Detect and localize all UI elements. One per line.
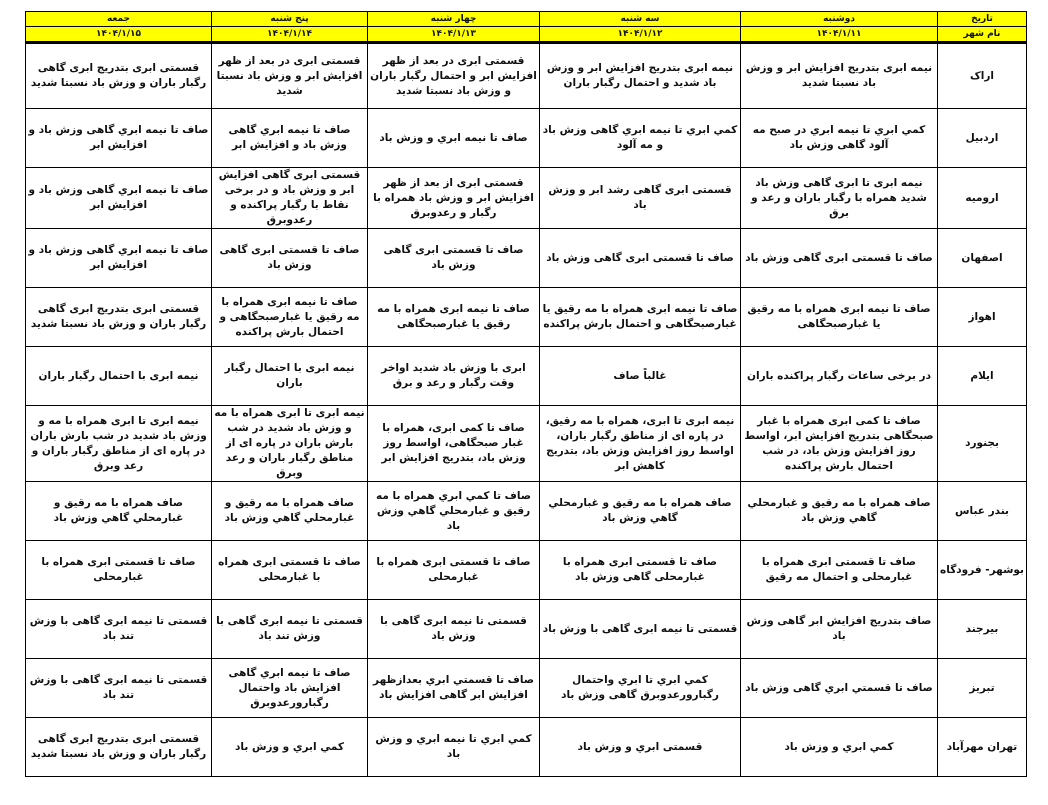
header-row-days [26,12,1027,27]
forecast-cell: صاف تا كمي ابري همراه با مه رقيق و غبارمحلي گاهي وزش باد [368,482,540,541]
forecast-cell: صاف تا قسمتی ابری گاهی وزش باد [212,229,368,288]
forecast-cell: صاف تا قسمتی ابری همراه با غبارمحلی [368,541,540,600]
forecast-cell: قسمتی ابری بتدریج ابری گاهی رگبار باران و وزش باد نسبتا شدید [26,718,212,777]
table-row [26,168,1027,229]
table-row [26,659,1027,718]
day-name: پنج شنبه [212,12,368,27]
forecast-cell: صاف تا نيمه ابري گاهی افزايش باد واحتمال رگبارورعدوبرق [212,659,368,718]
forecast-cell: قسمتی ابری گاهی رشد ابر و وزش باد [540,168,741,229]
forecast-cell: صاف تا قسمتی ابری همراه با غبارمحلی و احتمال مه رقیق [741,541,938,600]
city-name: تبریز [938,659,1027,718]
table-row [26,406,1027,482]
forecast-cell: صاف تا قسمتی ابری همراه با غبارمحلی [212,541,368,600]
table-row [26,482,1027,541]
city-name: اردبیل [938,109,1027,168]
forecast-cell: غالباً صاف [540,347,741,406]
table-row [26,109,1027,168]
city-name: تهران مهرآباد [938,718,1027,777]
forecast-cell: قسمتی تا نیمه ابری گاهی با وزش تند باد [26,659,212,718]
city-name: اصفهان [938,229,1027,288]
forecast-cell: قسمتی تا نیمه ابری گاهی با وزش تند باد [26,600,212,659]
day-date: ۱۴۰۴/۱/۱۴ [212,27,368,43]
table-row [26,541,1027,600]
forecast-cell: صاف همراه با مه رقيق و غبارمحلي گاهي وزش باد [540,482,741,541]
forecast-cell: صاف تا قسمتي ابري بعدازظهر افزايش ابر گاهی افزايش باد [368,659,540,718]
forecast-cell: صاف تا کمی ابری همراه با غبار صبحگاهی بتدریج افزایش ابر، اواسط روز افزایش وزش باد، در شب احتمال بارش پراکنده [741,406,938,482]
day-name: سه شنبه [540,12,741,27]
weather-forecast-table [25,11,1027,777]
forecast-cell: صاف تا نيمه ابري گاهی وزش باد و افزايش ابر [212,109,368,168]
day-date: ۱۴۰۴/۱/۱۵ [26,27,212,43]
forecast-cell: صاف تا قسمتی ابری گاهی وزش باد [368,229,540,288]
forecast-cell: صاف همراه با مه رقيق و غبارمحلي گاهي وزش باد [26,482,212,541]
forecast-cell: كمي ابري و وزش باد [212,718,368,777]
forecast-cell: كمي ابري تا نيمه ابري گاهی وزش باد و مه آلود [540,109,741,168]
forecast-cell: صاف همراه با مه رقيق و غبارمحلي گاهي وزش باد [212,482,368,541]
day-date: ۱۴۰۴/۱/۱۲ [540,27,741,43]
forecast-cell: قسمتی ابری بتدریج ابری گاهی رگبار باران و وزش باد نسبتا شدید [26,288,212,347]
day-name: چهار شنبه [368,12,540,27]
city-name: ایلام [938,347,1027,406]
forecast-cell: صاف تا قسمتی ابری همراه با غبارمحلی گاهی وزش باد [540,541,741,600]
city-name: بندر عباس [938,482,1027,541]
forecast-cell: صاف تا نیمه ابری همراه با مه رقیق یا غبارصبحگاهی [368,288,540,347]
forecast-cell: قسمتی ابری در بعد از ظهر افزایش ابر و وزش باد نسبتا شدید [212,43,368,109]
table-row [26,288,1027,347]
city-name: بوشهر- فرودگاه [938,541,1027,600]
forecast-cell: صاف تا نیمه ابری همراه با مه رقیق یا غبارصبحگاهی و احتمال بارش پراکنده [212,288,368,347]
header-row-dates [26,27,1027,43]
city-name: اهواز [938,288,1027,347]
forecast-cell: نیمه ابری بتدریج افزایش ابر و وزش باد نسبتا شدید [741,43,938,109]
day-name: دوشنبه [741,12,938,27]
forecast-cell: قسمتی ابري و وزش باد [540,718,741,777]
forecast-cell: صاف تا قسمتی ابری همراه با غبارمحلی [26,541,212,600]
forecast-cell: صاف بتدریج افزایش ابر گاهی وزش باد [741,600,938,659]
forecast-cell: قسمتی ابری از بعد از ظهر افزایش ابر و وزش باد همراه با رگبار و رعدوبرق [368,168,540,229]
forecast-cell: صاف تا کمی ابری، همراه با غبار صبحگاهی، اواسط روز وزش باد، بتدریج افزایش ابر [368,406,540,482]
city-name: ارومیه [938,168,1027,229]
forecast-cell: صاف تا نیمه ابري و وزش باد [368,109,540,168]
city-name: بجنورد [938,406,1027,482]
forecast-cell: قسمتی ابری بتدریج ابری گاهی رگبار باران و وزش باد نسبتا شدید [26,43,212,109]
forecast-cell: قسمتی تا نیمه ابری گاهی با وزش تند باد [212,600,368,659]
forecast-cell: صاف تا نيمه ابري گاهی وزش باد و افزايش ابر [26,109,212,168]
city-name: بیرجند [938,600,1027,659]
forecast-cell: كمي ابري تا ابري واحتمال رگبارورعدوبرق گاهی وزش باد [540,659,741,718]
forecast-cell: كمي ابري تا نيمه ابري و وزش باد [368,718,540,777]
table-row [26,718,1027,777]
forecast-cell: نیمه ابری بتدریج افزایش ابر و وزش باد شدید و احتمال رگبار باران [540,43,741,109]
forecast-cell: قسمتی تا نیمه ابری گاهی با وزش باد [540,600,741,659]
table-row [26,347,1027,406]
city-label: نام شهر [938,27,1027,43]
day-date: ۱۴۰۴/۱/۱۳ [368,27,540,43]
forecast-cell: صاف تا نیمه ابری همراه با مه رقیق یا غبارصبحگاهی و احتمال بارش پراکنده [540,288,741,347]
forecast-cell: صاف تا نیمه ابری همراه با مه رقیق یا غبارصبحگاهی [741,288,938,347]
table-row [26,43,1027,109]
table-row [26,600,1027,659]
forecast-cell: نیمه ابری تا ابری گاهی وزش باد شدید همراه با رگبار باران و رعد و برق [741,168,938,229]
day-date: ۱۴۰۴/۱/۱۱ [741,27,938,43]
forecast-cell: صاف تا نيمه ابري گاهی وزش باد و افزايش ابر [26,168,212,229]
forecast-cell: كمي ابري تا نيمه ابري در صبح مه آلود گاهی وزش باد [741,109,938,168]
forecast-cell: ابری با وزش باد شدید اواخر وقت رگبار و رعد و برق [368,347,540,406]
forecast-cell: كمي ابري و وزش باد [741,718,938,777]
forecast-cell: صاف همراه با مه رقيق و غبارمحلي گاهي وزش باد [741,482,938,541]
forecast-cell: صاف تا نيمه ابري گاهی وزش باد و افزايش ابر [26,229,212,288]
forecast-cell: قسمتی تا نیمه ابری گاهی با وزش باد [368,600,540,659]
city-name: اراک [938,43,1027,109]
date-label: تاریخ [938,12,1027,27]
table-row [26,229,1027,288]
forecast-cell: نیمه ابری با احتمال رگبار باران [212,347,368,406]
forecast-cell: صاف تا قسمتی ابری گاهی وزش باد [741,229,938,288]
forecast-cell: نیمه ابری تا ابری، همراه با مه رقیق، در پاره ای از مناطق رگبار باران، اواسط روز افزایش وزش باد، بتدریج کاهش ابر [540,406,741,482]
forecast-cell: نیمه ابری تا ابری همراه با مه و وزش باد شدید در شب بارش باران در پاره ای از مناطق رگبار باران و رعد وبرق [26,406,212,482]
forecast-cell: نیمه ابری تا ابری همراه با مه و وزش باد شدید در شب بارش باران در پاره ای از مناطق رگبار باران و رعد وبرق [212,406,368,482]
forecast-cell: در برخی ساعات رگبار پراکنده باران [741,347,938,406]
forecast-cell: قسمتی ابری گاهی افزایش ابر و وزش باد و در برخی نقاط با رگبار پراکنده و رعدوبرق [212,168,368,229]
forecast-cell: نیمه ابری با احتمال رگبار باران [26,347,212,406]
forecast-cell: صاف تا قسمتی ابری گاهی وزش باد [540,229,741,288]
day-name: جمعه [26,12,212,27]
forecast-cell: قسمتی ابری در بعد از ظهر افزایش ابر و احتمال رگبار باران و وزش باد نسبتا شدید [368,43,540,109]
forecast-cell: صاف تا قسمتي ابري گاهی وزش باد [741,659,938,718]
